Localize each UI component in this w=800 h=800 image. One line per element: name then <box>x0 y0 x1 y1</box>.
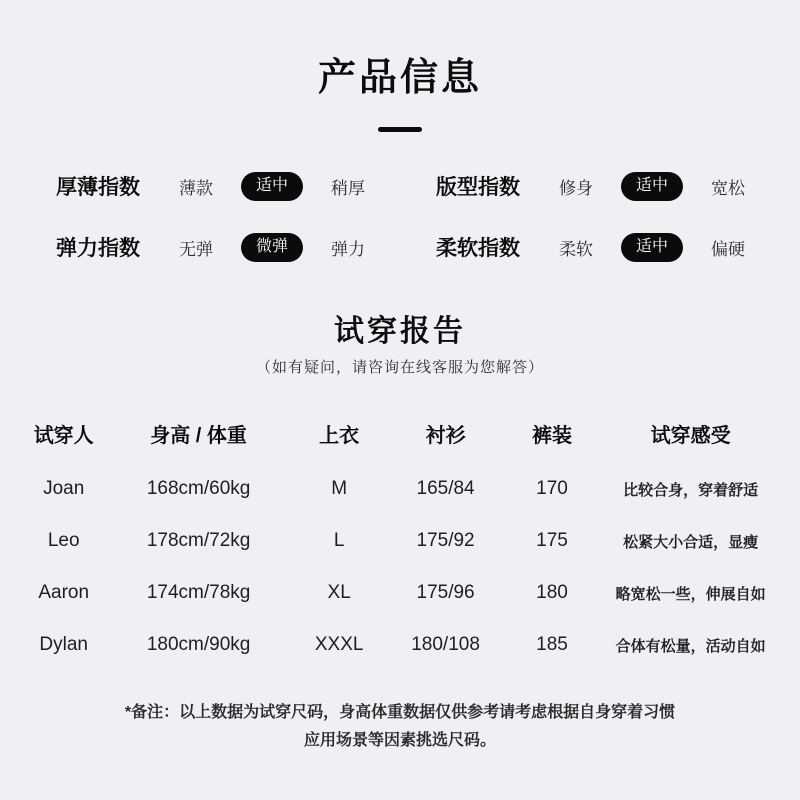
cell-feel: 比较合身，穿着舒适 <box>623 481 759 499</box>
index-option: 柔软 <box>559 239 593 259</box>
title-dash-divider <box>378 127 422 132</box>
index-option: 弹力 <box>331 239 365 259</box>
cell-top-size: XXXL <box>314 634 364 655</box>
cell-pants-size: 170 <box>536 478 568 499</box>
footnote <box>0 699 800 755</box>
index-grid <box>0 166 800 267</box>
column-header-shirt: 衬衫 <box>425 424 466 447</box>
index-option: 宽松 <box>711 178 745 198</box>
index-option: 偏硬 <box>711 239 745 259</box>
cell-pants-size: 180 <box>536 582 568 603</box>
cell-fitter-name: Aaron <box>38 582 90 603</box>
selected-pill: 适中 <box>621 172 683 201</box>
index-option-selected <box>614 233 690 262</box>
cell-shirt-size: 165/84 <box>416 478 475 499</box>
table-header-row <box>20 403 780 463</box>
index-label: 厚薄指数 <box>56 176 140 199</box>
cell-shirt-size: 175/92 <box>416 530 475 551</box>
table-row <box>20 515 780 567</box>
cell-top-size: M <box>331 478 348 499</box>
footnote-line-2: 应用场景等因素挑选尺码。 <box>303 732 496 749</box>
selected-pill: 适中 <box>621 233 683 262</box>
index-option: 稍厚 <box>331 178 365 198</box>
cell-fitter-name: Joan <box>43 478 85 499</box>
cell-height-weight: 174cm/78kg <box>146 582 251 603</box>
table-row <box>20 567 780 619</box>
selected-pill: 微弹 <box>241 233 303 262</box>
index-label: 弹力指数 <box>56 237 140 260</box>
cell-feel: 略宽松一些，伸展自如 <box>615 585 766 603</box>
cell-top-size: XL <box>327 582 351 603</box>
fitting-report-table <box>0 403 800 671</box>
report-title: 试穿报告 <box>334 315 466 348</box>
index-option-selected <box>234 233 310 262</box>
cell-shirt-size: 180/108 <box>411 634 480 655</box>
footnote-line-1: *备注：以上数据为试穿尺码，身高体重数据仅供参考请考虑根据自身穿着习惯 <box>124 704 676 721</box>
column-header-fitter: 试穿人 <box>33 424 94 447</box>
column-header-height-weight: 身高 / 体重 <box>150 424 247 447</box>
cell-fitter-name: Leo <box>47 530 80 551</box>
page-title: 产品信息 <box>317 57 482 99</box>
index-row-fit <box>400 166 800 206</box>
index-option-selected <box>234 172 310 201</box>
cell-pants-size: 175 <box>536 530 568 551</box>
column-header-pants: 裤装 <box>531 424 572 447</box>
cell-top-size: L <box>333 530 345 551</box>
report-subtitle: （如有疑问，请咨询在线客服为您解答） <box>255 359 544 376</box>
index-option-selected <box>614 172 690 201</box>
cell-shirt-size: 175/96 <box>416 582 475 603</box>
selected-pill: 适中 <box>241 172 303 201</box>
table-row <box>20 463 780 515</box>
index-option: 修身 <box>559 178 593 198</box>
table-row <box>20 619 780 671</box>
column-header-top: 上衣 <box>319 424 360 447</box>
index-label: 柔软指数 <box>436 237 520 260</box>
index-label: 版型指数 <box>436 176 520 199</box>
cell-height-weight: 180cm/90kg <box>146 634 251 655</box>
cell-feel: 松紧大小合适，显瘦 <box>623 533 759 551</box>
cell-height-weight: 178cm/72kg <box>146 530 251 551</box>
cell-feel: 合体有松量，活动自如 <box>615 637 766 655</box>
column-header-feel: 试穿感受 <box>650 424 731 447</box>
index-row-elasticity <box>0 227 400 267</box>
cell-pants-size: 185 <box>536 634 568 655</box>
index-option: 无弹 <box>179 239 213 259</box>
cell-fitter-name: Dylan <box>39 634 88 655</box>
index-option: 薄款 <box>179 178 213 198</box>
index-row-thickness <box>0 166 400 206</box>
index-row-softness <box>400 227 800 267</box>
cell-height-weight: 168cm/60kg <box>146 478 251 499</box>
